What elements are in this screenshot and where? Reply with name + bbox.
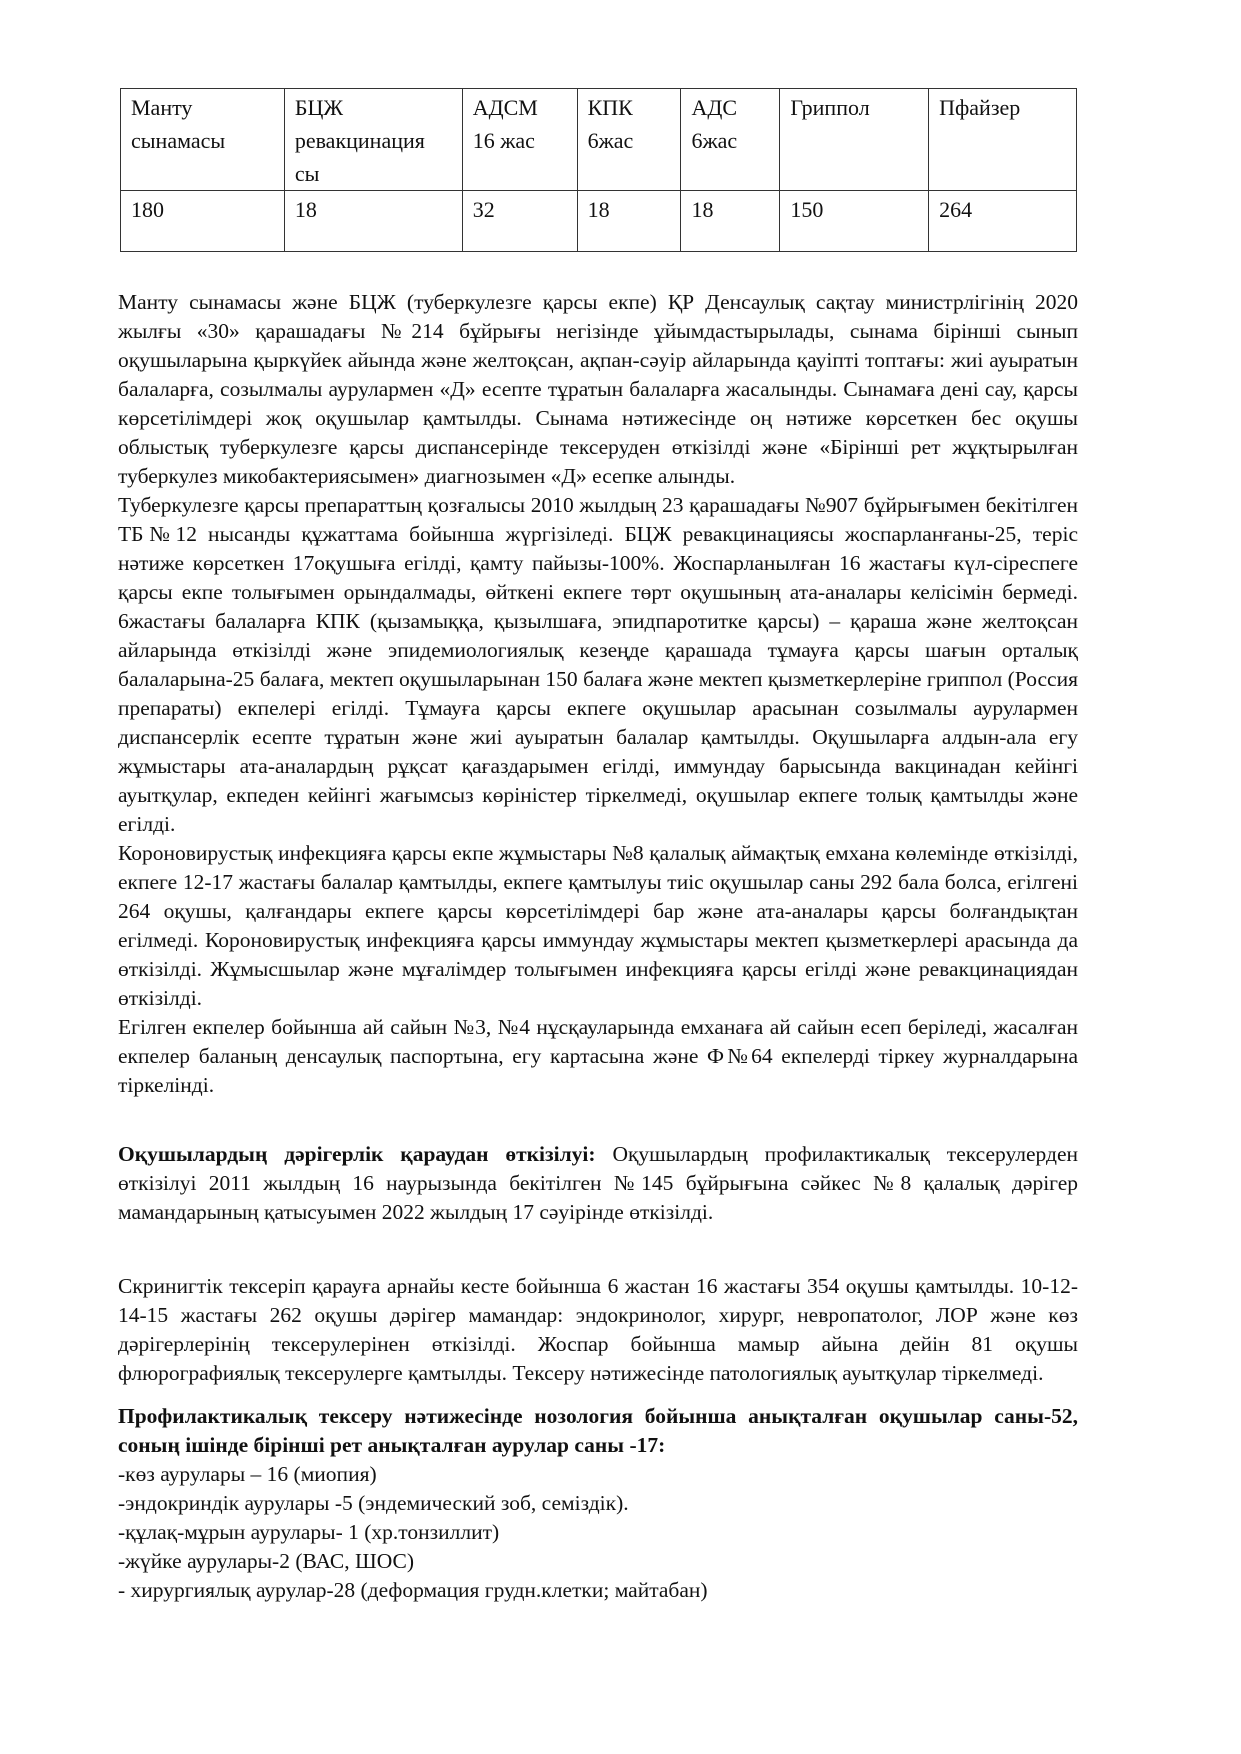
table-row <box>121 191 1077 252</box>
paragraph: Скринигтік тексеріп қарауға арнайы кесте бойынша 6 жастан 16 жастағы 354 оқушы қамтылды. 10-12-14-15 жастағы 262 оқушы дәрігер мамандар: эндокринолог, хирург, невропатолог, ЛОР және көз дәрігерлерінің тексерулерінен өткізілді. Жоспар бойынша мамыр айына дейін 81 оқушы флюрографиялық тексерулерге қамтылды. Тексеру нәтижесінде патологиялық ауытқулар тіркелмеді. <box>118 1274 1078 1385</box>
table-cell: 18 <box>681 191 780 252</box>
section-heading: Профилактикалық тексеру нәтижесінде нозология бойынша анықталған оқушылар саны-52, соның ішінде бірінші рет анықталған аурулар саны -17: <box>118 1404 1078 1457</box>
vaccination-table <box>120 88 1077 252</box>
table-cell: 18 <box>284 191 462 252</box>
paragraph: Оқушылардың дәрігерлік қараудан өткізілуі: Оқушылардың профилактикалық тексерулерден өткізілуі 2011 жылдың 16 наурызында бекітілген №145 бұйрығына сәйкес №8 қалалық дәрігер мамандарының қатысуымен 2022 жылдың 17 сәуірінде өткізілді. <box>118 1142 1078 1224</box>
paragraph: Манту сынамасы және БЦЖ (туберкулезге қарсы екпе) ҚР Денсаулық сақтау министрлігінің 2020 жылғы «30» қарашадағы №214 бұйрығы негізінде ұйымдастырылады, сынама бірінші сынып оқушыларына қыркүйек айында және желтоқсан, ақпан-сәуір айларында қауіпті топтағы: жиі ауыратын балаларға, созылмалы аурулармен «Д» есепте тұратын балаларға жасалынды. Сынамаға дені сау, қарсы көрсетілімдері жоқ оқушылар қамтылды. Сынама нәтижесінде оң нәтиже көрсеткен бес оқушы облыстық туберкулезге қарсы диспансерінде тексеруден өткізілді және «Бірінші рет жұқтырылған туберкулез микобактериясымен» диагнозымен «Д» есепке алынды. <box>118 290 1078 488</box>
table-cell: 264 <box>929 191 1077 252</box>
list-item: -көз аурулары – 16 (миопия) <box>118 1462 377 1486</box>
list-item: -жүйке аурулары-2 (ВАС, ШОС) <box>118 1549 414 1573</box>
list-item: -эндокриндік аурулары -5 (эндемический зоб, семіздік). <box>118 1491 629 1515</box>
medical-exam-section <box>118 1140 1078 1227</box>
table-header-row <box>121 89 1077 191</box>
paragraph: Короновирустық инфекцияға қарсы екпе жұмыстары №8 қалалық аймақтық емхана көлемінде өткізілді, екпеге 12-17 жастағы балалар қамтылды, екпеге қамтылуы тиіс оқушылар саны 292 бала болса, егілгені 264 оқушы, қалғандары екпеге қарсы көрсетілімдері бар және ата-аналары қарсы болғандықтан егілмеді. Короновирустық инфекцияға қарсы иммундау жұмыстары мектеп қызметкерлері арасында да өткізілді. Жұмысшылар және мұғалімдер толығымен инфекцияға қарсы егілді және ревакцинациядан өткізілді. <box>118 841 1078 1010</box>
header-cell-ads: АДС 6жас <box>681 89 780 191</box>
table-cell: 180 <box>121 191 285 252</box>
table-cell: 150 <box>780 191 929 252</box>
list-item: - хирургиялық аурулар-28 (деформация грудн.клетки; майтабан) <box>118 1578 708 1602</box>
header-cell-mantoux: Манту сынамасы <box>121 89 285 191</box>
vaccination-section <box>118 288 1078 1100</box>
header-cell-kpk: КПК 6жас <box>577 89 681 191</box>
section-heading: Оқушылардың дәрігерлік қараудан өткізілуі: <box>118 1142 596 1166</box>
header-cell-bcg: БЦЖ ревакцинация сы <box>284 89 462 191</box>
diagnosis-section <box>118 1402 1078 1605</box>
table-cell: 32 <box>462 191 577 252</box>
table-cell: 18 <box>577 191 681 252</box>
header-cell-pfizer: Пфайзер <box>929 89 1077 191</box>
diagnosis-list <box>118 1460 1078 1605</box>
paragraph: Туберкулезге қарсы препараттың қозғалысы 2010 жылдың 23 қарашадағы №907 бұйрығымен бекітілген ТБ№12 нысанды құжаттама бойынша жүргізіледі. БЦЖ ревакцинациясы жоспарланғаны-25, теріс нәтиже көрсеткен 17оқушыға егілді, қамту пайызы-100%. Жоспарланылған 16 жастағы күл-сіреспеге қарсы екпе толығымен орындалмады, өйткені екпеге төрт оқушының ата-аналары келісімін бермеді. 6жастағы балаларға КПК (қызамыққа, қызылшаға, эпидпаротитке қарсы) – қараша және желтоқсан айларында өткізілді және эпидемиологиялық кезеңде қарашада тұмауға қарсы шағын орталық балаларына-25 балаға, мектеп оқушыларынан 150 балаға және мектеп қызметкерлеріне гриппол (Россия препараты) екпелері егілді. Тұмауға қарсы екпеге оқушылар арасынан созылмалы аурулармен диспансерлік есепте тұратын және жиі ауыратын балалар қамтылды. Оқушыларға алдын-ала егу жұмыстары ата-аналардың рұқсат қағаздарымен егілді, иммундау барысында вакцинадан кейінгі ауытқулар, екпеден кейінгі жағымсыз көріністер тіркелмеді, оқушылар екпеге толық қамтылды және егілді. <box>118 493 1078 836</box>
screening-section <box>118 1272 1078 1388</box>
list-item: -құлақ-мұрын аурулары- 1 (хр.тонзиллит) <box>118 1520 500 1544</box>
paragraph: Егілген екпелер бойынша ай сайын №3, №4 нұсқауларында емханаға ай сайын есеп беріледі, жасалған екпелер баланың денсаулық паспортына, егу картасына және Ф№64 екпелерді тіркеу журналдарына тіркелінді. <box>118 1015 1078 1097</box>
header-cell-grippol: Гриппол <box>780 89 929 191</box>
header-cell-adsm: АДСМ 16 жас <box>462 89 577 191</box>
